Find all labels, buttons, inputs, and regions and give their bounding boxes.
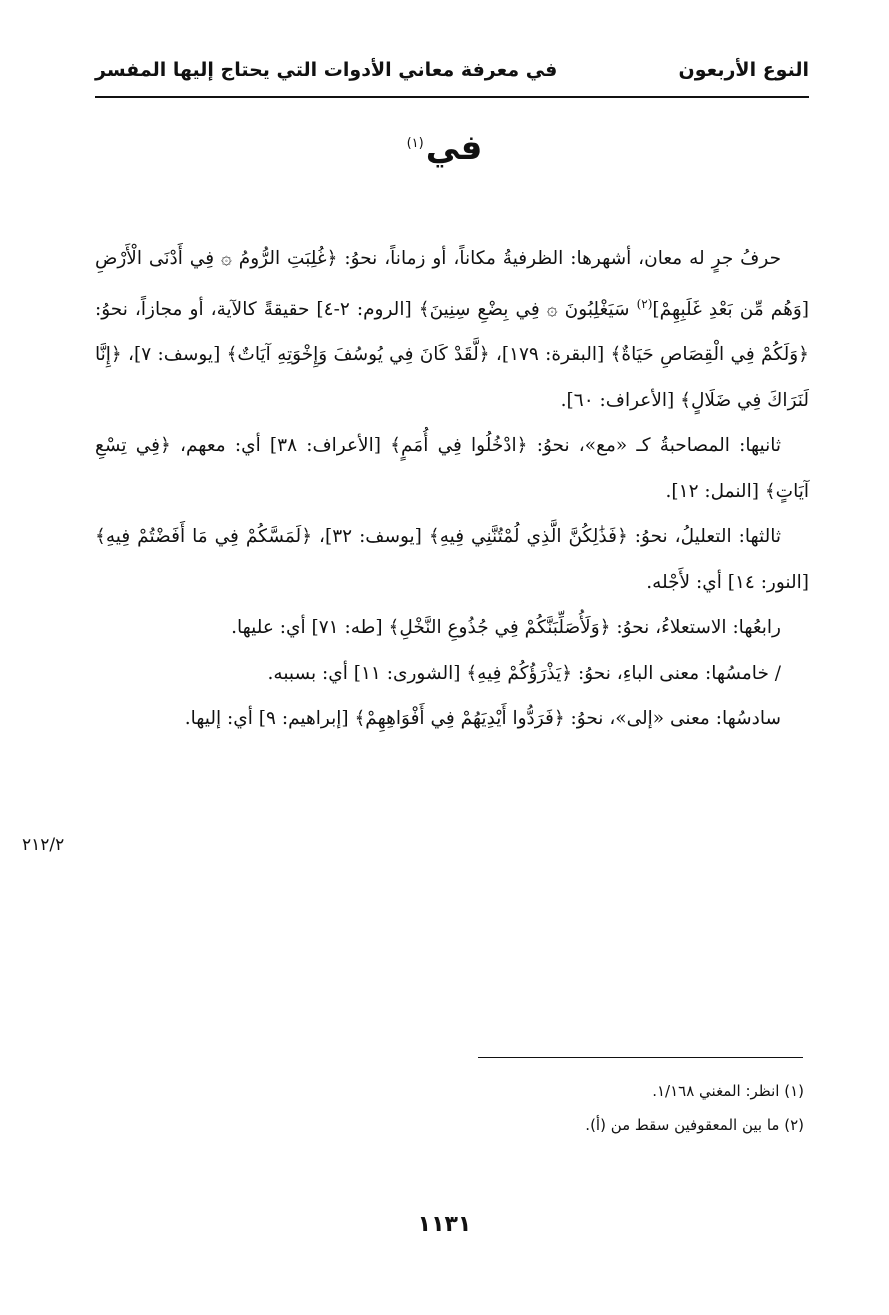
paragraph-text: [النور: ١٤] أي: لأَجْله. <box>646 571 809 593</box>
quran-verse: ﴿لَمَسَّكُمْ فِي مَا أَفَضْتُمْ فِيهِ﴾ <box>95 526 313 548</box>
quran-verse: ﴿وَلَأُصَلِّبَنَّكُمْ فِي جُذُوعِ النَّخْلِ﴾ <box>388 617 611 639</box>
paragraph-6 <box>95 696 809 742</box>
paragraph-text: [النمل: ١٢]. <box>665 480 765 502</box>
quran-verse: ﴿ادْخُلُوا فِي أُمَمٍ﴾ <box>390 435 528 457</box>
paragraph-text: [يوسف: ٣٢]، <box>312 526 429 548</box>
footnote-ref: (٢) <box>636 296 653 311</box>
running-header <box>95 52 809 88</box>
quran-verse: ﴿إِنَّا لَنَرَاكَ فِي ضَلَالٍ﴾ <box>95 344 809 411</box>
paragraph-text: ثالثها: التعليلُ، نحوُ: <box>627 526 781 548</box>
quran-verse: ﴿غُلِبَتِ الرُّومُ ۞ فِي أَدْنَى الْأَرْضِ [وَهُم مِّن بَعْدِ غَلَبِهِمْ] <box>95 248 810 320</box>
section-title-text: في <box>425 128 483 168</box>
header-chapter: النوع الأربعون <box>678 59 809 81</box>
paragraph-text: رابعُها: الاستعلاءُ، نحوُ: <box>610 617 781 639</box>
footnote-1: (١) انظر: المغني ١/١٦٨. <box>652 1082 804 1100</box>
header-title: في معرفة معاني الأدوات التي يحتاج إليها المفسر <box>95 59 558 81</box>
quran-verse: ﴿فِي تِسْعِ آيَاتٍ﴾ <box>95 435 809 502</box>
paragraph-1 <box>95 236 809 423</box>
paragraph-text: [البقرة: ١٧٩]، <box>489 344 611 366</box>
paragraph-text: / خامسُها: معنى الباءِ، نحوُ: <box>572 662 781 684</box>
paragraph-text: [الروم: ٢-٤] حقيقةً كالآية، أو مجازاً، نحوُ: <box>95 298 419 320</box>
paragraph-text: [الأعراف: ٦٠]. <box>560 389 681 411</box>
quran-verse: ﴿يَذْرَؤُكُمْ فِيهِ﴾ <box>466 662 573 684</box>
paragraph-text: [إبراهيم: ٩] أي: إليها. <box>184 708 355 730</box>
marginal-page-ref: ٢١٢/٢ <box>22 835 65 855</box>
section-title <box>0 128 889 168</box>
paragraph-3 <box>95 514 809 605</box>
quran-verse: سَيَغْلِبُونَ ۞ فِي بِضْعِ سِنِينَ﴾ <box>418 298 637 320</box>
paragraph-5 <box>95 651 809 697</box>
paragraph-text: [يوسف: ٧]، <box>121 344 227 366</box>
paragraph-text: سادسُها: معنى «إلى»، نحوُ: <box>564 708 781 730</box>
quran-verse: ﴿لَّقَدْ كَانَ فِي يُوسُفَ وَإِخْوَتِهِ آيَاتٌ﴾ <box>226 344 490 366</box>
section-title-note-ref: (١) <box>406 135 424 151</box>
paragraph-text: [الشورى: ١١] أي: بسببه. <box>267 662 467 684</box>
paragraph-text: [طه: ٧١] أي: عليها. <box>231 617 389 639</box>
footnotes <box>95 1074 804 1142</box>
footnote-2: (٢) ما بين المعقوفين سقط من (أ). <box>585 1116 804 1134</box>
page-number: ١١٣١ <box>417 1212 472 1237</box>
paragraph-text: [الأعراف: ٣٨] أي: معهم، <box>170 435 391 457</box>
quran-verse: ﴿فَذَٰلِكُنَّ الَّذِي لُمْتُنَّنِي فِيهِ﴾ <box>428 526 628 548</box>
paragraph-text: ثانيها: المصاحبةُ كـ «مع»، نحوُ: <box>527 435 782 457</box>
quran-verse: ﴿وَلَكُمْ فِي الْقِصَاصِ حَيَاةٌ﴾ <box>610 344 809 366</box>
paragraph-text: حرفُ جرٍ له معان، أشهرها: الظرفيةُ مكاناً، أو زماناً، نحوُ: <box>337 248 782 269</box>
header-rule <box>95 96 809 98</box>
main-text <box>95 236 809 742</box>
quran-verse: ﴿فَرَدُّوا أَيْدِيَهُمْ فِي أَفْوَاهِهِمْ﴾ <box>354 708 565 730</box>
footnote-rule <box>478 1057 803 1058</box>
paragraph-4 <box>95 605 809 651</box>
paragraph-2 <box>95 423 809 514</box>
